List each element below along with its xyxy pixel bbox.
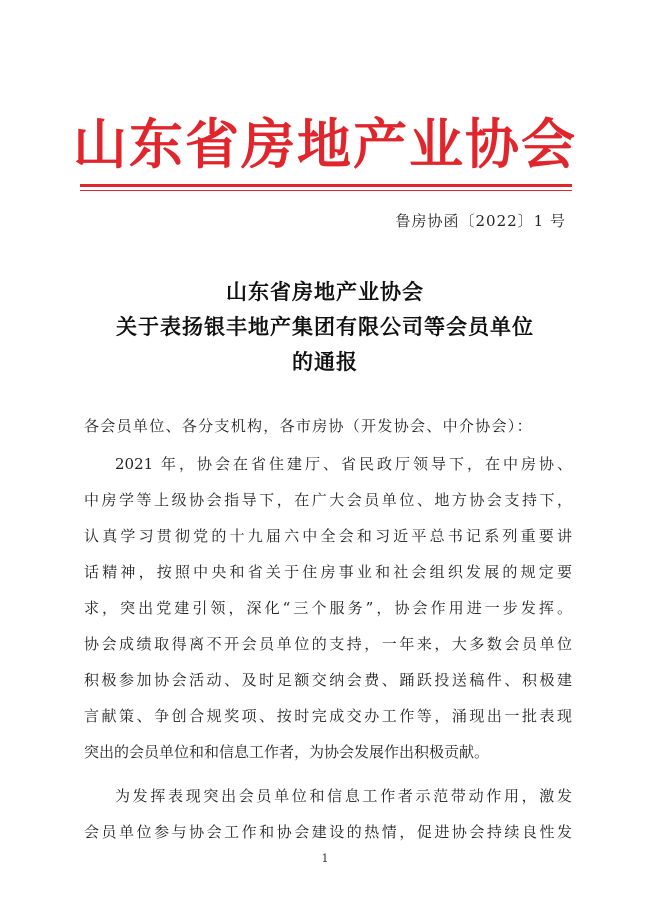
org-header: 山东省房地产业协会: [73, 113, 577, 176]
body-line: 突出的会员单位和和信息工作者，为协会发展作出积极贡献。: [84, 743, 490, 761]
body-line: 话精神，按照中央和省关于住房事业和社会组织发展的规定要: [84, 563, 572, 581]
header-rule-thin: [80, 190, 572, 191]
body-line: 认真学习贯彻党的十九届六中全会和习近平总书记系列重要讲: [84, 527, 572, 545]
body-line: 言献策、争创合规奖项、按时完成交办工作等，涌现出一批表现: [84, 707, 572, 725]
doc-number: 鲁房协函〔2022〕1 号: [395, 212, 566, 230]
body-line: 中房学等上级协会指导下，在广大会员单位、地方协会支持下，: [84, 491, 572, 509]
title-line-2: 关于表扬银丰地产集团有限公司等会员单位: [116, 314, 534, 339]
body-line: 求，突出党建引领，深化“三个服务”，协会作用进一步发挥。: [84, 599, 572, 617]
salutation: 各会员单位、各分支机构，各市房协（开发协会、中介协会）：: [84, 417, 533, 435]
title-line-3: 的通报: [292, 349, 358, 374]
body-line: 积极参加协会活动、及时足额交纳会费、踊跃投送稿件、积极建: [84, 671, 572, 689]
body-line: 会员单位参与协会工作和协会建设的热情，促进协会持续良性发: [84, 823, 572, 841]
title-line-1: 山东省房地产业协会: [226, 279, 424, 304]
page-number: 1: [321, 852, 329, 865]
header-rule-thick: [80, 184, 572, 187]
body-line: 为发挥表现突出会员单位和信息工作者示范带动作用，激发: [115, 787, 572, 805]
body-line: 协会成绩取得离不开会员单位的支持，一年来，大多数会员单位: [84, 635, 572, 653]
body-line: 2021 年，协会在省住建厅、省民政厅领导下，在中房协、: [115, 455, 572, 473]
